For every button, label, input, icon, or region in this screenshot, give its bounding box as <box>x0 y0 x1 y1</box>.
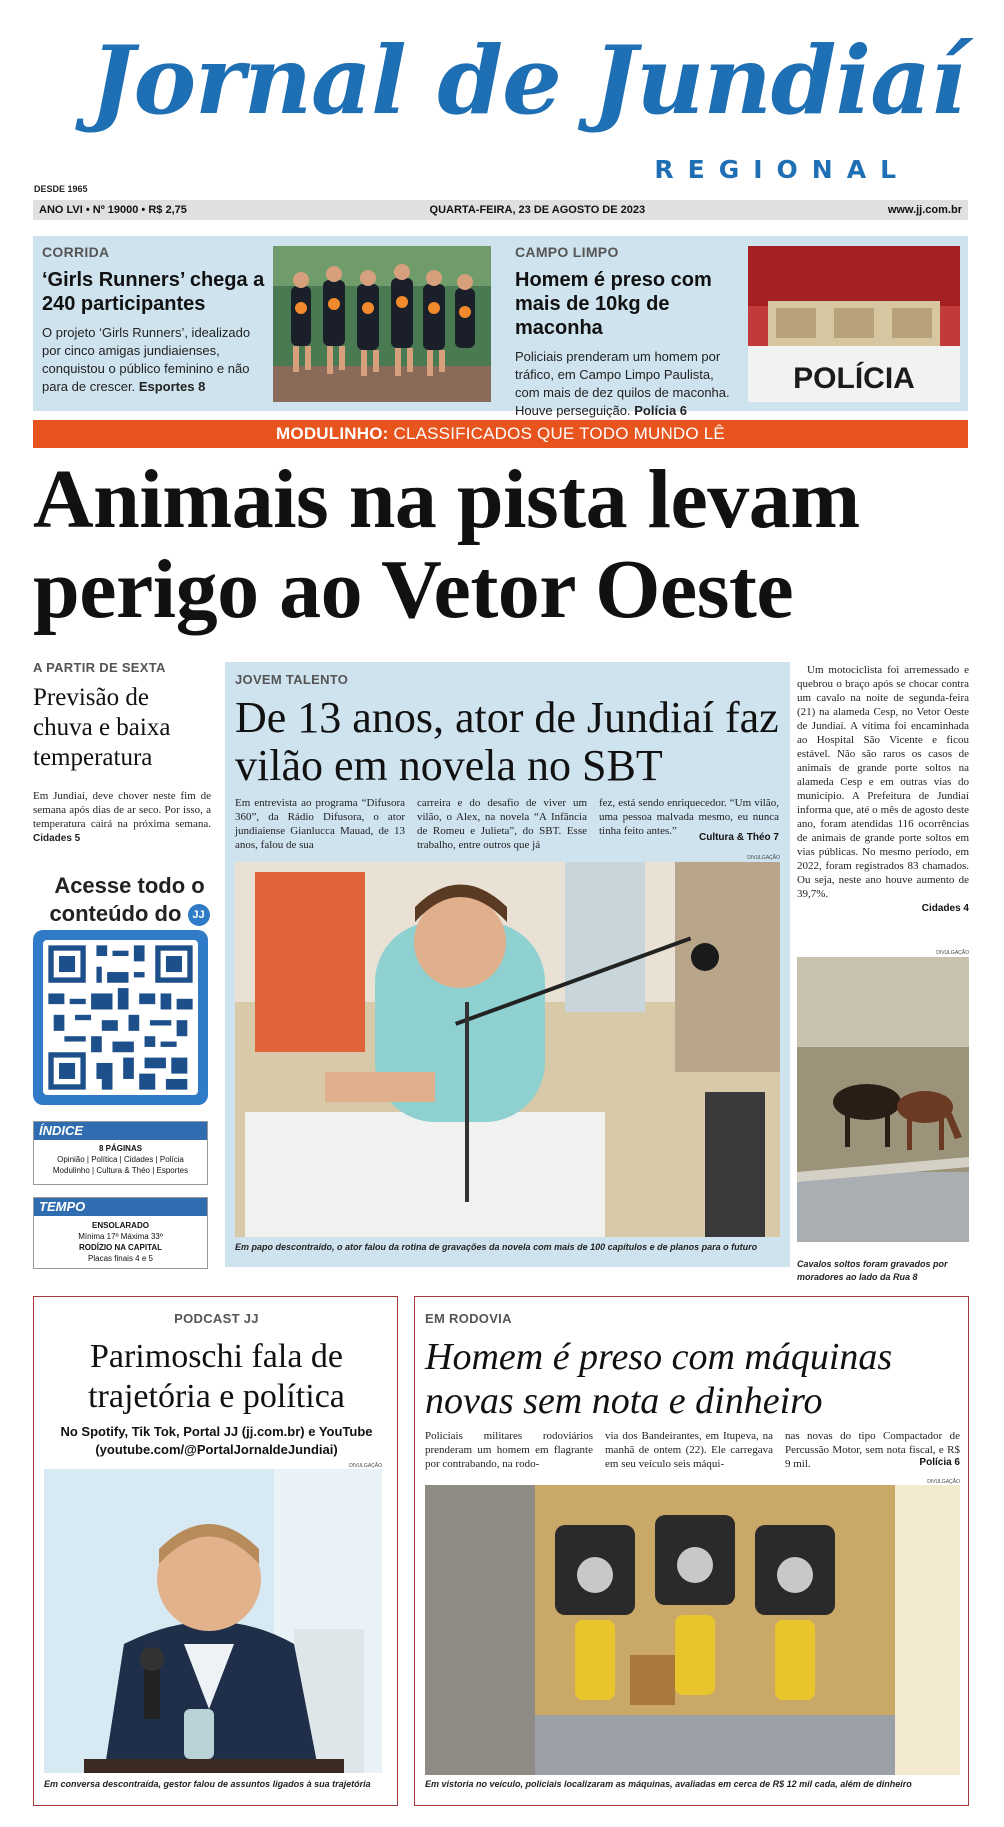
horses-photo <box>797 957 969 1242</box>
runners-photo <box>273 246 491 402</box>
teaser-headline: Homem é preso com mais de 10kg de maconha <box>515 269 712 339</box>
rodizio-plates: Placas finais 4 e 5 <box>88 1254 153 1263</box>
section-ref: Cultura & Théo 7 <box>698 832 779 843</box>
rodizio-label: RODÍZIO NA CAPITAL <box>78 1243 163 1252</box>
weather-temps: Mínima 17º Máxima 33º <box>78 1232 163 1241</box>
left-story-body: Em Jundiaí, deve chover neste fim de semana após dias de ar seco. Por isso, a temperatura cairá na próxima semana. Cidades 5 <box>33 790 211 844</box>
podcast-sub: No Spotify, Tik Tok, Portal JJ (jj.com.br) e YouTube (youtube.com/@PortalJornaldeJundiai) <box>60 1424 373 1457</box>
teaser-campo-limpo[interactable] <box>515 244 740 420</box>
feature-kicker: JOVEM TALENTO <box>235 672 349 687</box>
feature-caption: Em papo descontraído, o ator falou da rotina de gravações da novela com mais de 100 capítulos e de planos para o futuro <box>235 1242 758 1252</box>
feature-col-2: carreira e do desafio de viver um vilão, o Alex, na novela “A Infância de Romeu e Julieta”, do SBT. Esse trabalho, entre outros que já <box>417 797 587 851</box>
actor-photo <box>235 862 780 1237</box>
photo-credit: DIVULGAÇÃO <box>747 855 780 861</box>
access-text: Acesse todo o conteúdo do <box>49 873 205 926</box>
left-story-headline: Previsão de chuva e baixa temperatura <box>33 684 171 771</box>
modulinho-banner[interactable] <box>33 420 968 448</box>
section-ref: Cidades 4 <box>921 903 969 914</box>
teaser-kicker: CAMPO LIMPO <box>515 244 619 260</box>
podcast-box[interactable] <box>33 1296 398 1806</box>
photo-credit: DIVULGAÇÃO <box>349 1463 382 1469</box>
right-story[interactable] <box>797 663 969 914</box>
masthead-subtitle: REGIONAL <box>654 155 910 184</box>
index-box[interactable] <box>33 1121 208 1185</box>
photo-credit: DIVULGAÇÃO <box>927 1479 960 1485</box>
podcast-kicker: PODCAST JJ <box>174 1311 259 1326</box>
teaser-kicker: CORRIDA <box>42 244 110 260</box>
podcast-photo <box>44 1469 382 1773</box>
modulinho-label: MODULINHO: <box>276 424 389 443</box>
teaser-body: O projeto ‘Girls Runners’, idealizado por cinco amigas jundiaienses, conquistou o público feminino e não para de crescer. Esportes 8 <box>42 325 251 394</box>
index-line-1: Opinião | Política | Cidades | Polícia <box>57 1155 184 1164</box>
rodovia-headline: Homem é preso com máquinas novas sem nota e dinheiro <box>425 1336 893 1422</box>
weather-condition: ENSOLARADO <box>92 1221 149 1230</box>
teaser-headline: ‘Girls Runners’ chega a 240 participantes <box>42 269 265 315</box>
horses-caption: Cavalos soltos foram gravados por moradores ao lado da Rua 8 <box>797 1259 948 1282</box>
access-callout <box>42 872 217 928</box>
police-photo-label: POLÍCIA <box>793 362 915 395</box>
section-ref: Polícia 6 <box>634 403 688 418</box>
section-ref: Cidades 5 <box>33 833 81 844</box>
rodovia-col-2: via dos Bandeirantes, em Itupeva, na manhã de ontem (22). Ele carregava em seu veículo seis máqui- <box>605 1430 773 1470</box>
qr-code-icon <box>43 940 198 1095</box>
podcast-caption: Em conversa descontraída, gestor falou de assuntos ligados à sua trajetória <box>44 1779 371 1789</box>
qr-code[interactable] <box>33 930 208 1105</box>
rodovia-box[interactable] <box>414 1296 969 1806</box>
podcast-headline: Parimoschi fala de trajetória e política <box>88 1338 345 1415</box>
jj-badge-icon: JJ <box>188 904 210 926</box>
index-title: ÍNDICE <box>34 1122 207 1140</box>
feature-col-3: fez, está sendo enriquecedor. “Um vilão, uma pessoa malvada mesmo, eu nunca tinha feito antes.” <box>599 797 779 837</box>
machines-photo <box>425 1485 960 1775</box>
teaser-body: Policiais prenderam um homem por tráfico, em Campo Limpo Paulista, com mais de dez quilos de maconha. Houve perseguição. Polícia 6 <box>515 349 730 418</box>
dateline-bar <box>33 200 968 220</box>
section-ref: Esportes 8 <box>138 379 206 394</box>
edition-info: ANO LVI • Nº 19000 • R$ 2,75 <box>39 204 187 216</box>
modulinho-text: CLASSIFICADOS QUE TODO MUNDO LÊ <box>393 424 725 443</box>
weather-title: TEMPO <box>34 1198 207 1216</box>
left-story[interactable] <box>33 660 211 846</box>
edition-date: QUARTA-FEIRA, 23 DE AGOSTO DE 2023 <box>429 204 646 216</box>
website-link[interactable]: www.jj.com.br <box>887 204 962 216</box>
rodovia-caption: Em vistoria no veículo, policiais localizaram as máquinas, avaliadas em cerca de R$ 12 mil cada, além de dinheiro <box>425 1779 912 1789</box>
masthead-since: DESDE 1965 <box>34 184 88 194</box>
main-headline[interactable]: Animais na pista levam perigo ao Vetor Oeste <box>33 453 860 636</box>
rodovia-kicker: EM RODOVIA <box>425 1311 512 1326</box>
section-ref: Polícia 6 <box>919 1457 960 1468</box>
top-teasers <box>33 236 968 418</box>
photo-credit: DIVULGAÇÃO <box>936 950 969 956</box>
feature-headline: De 13 anos, ator de Jundiaí faz vilão em novela no SBT <box>235 693 779 790</box>
index-pages: 8 PÁGINAS <box>98 1144 143 1153</box>
weather-box <box>33 1197 208 1269</box>
teaser-corrida[interactable] <box>42 244 267 396</box>
feature-col-1: Em entrevista ao programa “Difusora 360”, da Rádio Difusora, o ator jundiaiense Gianlucca Mauad, de 13 anos, falou de sua <box>235 797 405 851</box>
feature-story[interactable] <box>225 662 790 1267</box>
right-story-body: Um motociclista foi arremessado e quebrou o braço após se chocar contra um cavalo na noite de segunda-feira (21) na alameda Cesp, no Vetor Oeste de Jundiaí. A vítima foi encaminhada ao Hospital São Vicente e ficou estável. Não são raros os casos de animais de grande porte soltos na alameda Cesp e em outras vias do município. A Prefeitura de Jundiaí informa que, até o mês de agosto deste ano, foram atendidas 116 ocorrências de animais de grande porte soltos em vias públicas. No mesmo período, em 2022, foram registrados 83 chamados. Ou seja, neste ano houve aumento de 39,7%. <box>797 664 969 900</box>
left-story-kicker: A PARTIR DE SEXTA <box>33 660 166 675</box>
rodovia-col-1: Policiais militares rodoviários prenderam um homem em flagrante por contrabando, na rodo- <box>425 1430 593 1470</box>
masthead-title: Jornal de Jundiaí <box>90 26 965 136</box>
police-photo <box>748 246 960 402</box>
rodovia-col-3: nas novas do tipo Compactador de Percussão Motor, sem nota fiscal, e R$ 9 mil. <box>785 1430 960 1470</box>
index-line-2: Modulinho | Cultura & Théo | Esportes <box>52 1166 189 1175</box>
